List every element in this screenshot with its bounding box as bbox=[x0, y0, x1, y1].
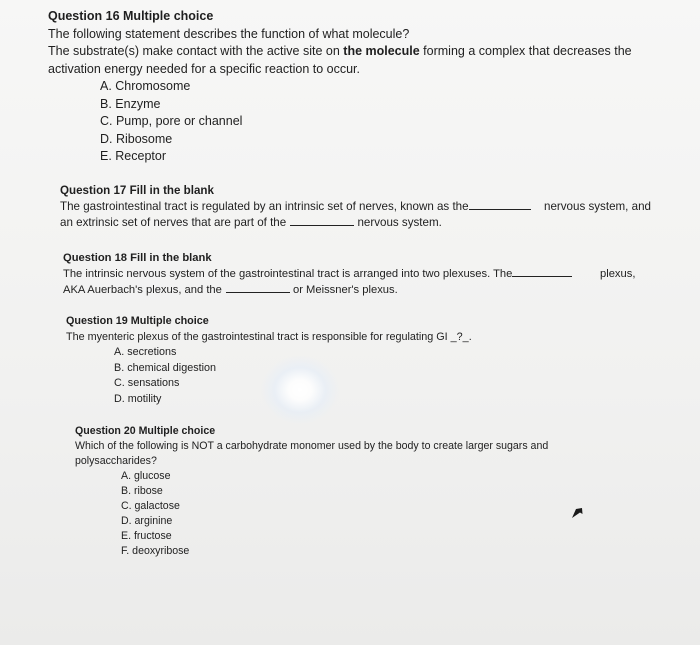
question-19-option-d[interactable]: D. motility bbox=[114, 392, 162, 405]
question-16 bbox=[48, 8, 688, 166]
question-17-line2 bbox=[60, 215, 680, 231]
question-16-option-a[interactable]: A. Chromosome bbox=[100, 79, 191, 93]
question-17-line1 bbox=[60, 199, 680, 215]
question-16-option-e[interactable]: E. Receptor bbox=[100, 149, 167, 163]
question-16-line3: activation energy needed for a specific reaction to occur. bbox=[48, 61, 360, 76]
question-20-title: Question 20 Multiple choice bbox=[75, 425, 216, 437]
question-19-option-c[interactable]: C. sensations bbox=[114, 377, 180, 389]
question-16-option-c[interactable]: C. Pump, pore or channel bbox=[100, 114, 243, 128]
question-16-line2-bold: the molecule bbox=[343, 44, 420, 58]
question-18-blank-2[interactable] bbox=[226, 291, 290, 293]
question-17-line1-end: nervous system, and bbox=[544, 200, 651, 213]
question-18-line2-end: or Meissner's plexus. bbox=[292, 284, 398, 296]
question-18-line1-text: The intrinsic nervous system of the gastrointestinal tract is arranged into two plexuses. The bbox=[63, 268, 513, 280]
question-18-title: Question 18 Fill in the blank bbox=[63, 252, 212, 264]
question-20-option-e[interactable]: E. fructose bbox=[121, 530, 172, 542]
question-16-line1: The following statement describes the function of what molecule? bbox=[48, 26, 410, 41]
mouse-cursor-icon bbox=[569, 505, 585, 521]
question-17-line2-end: nervous system. bbox=[357, 216, 442, 229]
question-16-option-b[interactable]: B. Enzyme bbox=[100, 96, 161, 111]
question-16-options bbox=[100, 78, 688, 166]
question-16-line2-a: The substrate(s) make contact with the active site on bbox=[48, 44, 344, 58]
question-19-options bbox=[114, 345, 626, 407]
question-18-line1 bbox=[63, 266, 683, 282]
question-17-blank-2[interactable] bbox=[290, 224, 354, 226]
question-17-line2-text: an extrinsic set of nerves that are part of the bbox=[60, 216, 287, 229]
question-18-line2-text: AKA Auerbach's plexus, and the bbox=[63, 284, 222, 296]
question-18-line1-end: plexus, bbox=[600, 268, 636, 280]
question-18-line2 bbox=[63, 282, 683, 298]
question-19-option-b[interactable]: B. chemical digestion bbox=[114, 361, 217, 374]
question-17-blank-1[interactable] bbox=[469, 208, 531, 210]
question-20-line2: polysaccharides? bbox=[75, 455, 157, 467]
question-17 bbox=[60, 183, 680, 231]
question-17-title: Question 17 Fill in the blank bbox=[60, 184, 214, 197]
question-20-line1: Which of the following is NOT a carbohydrate monomer used by the body to create larger sugars and bbox=[75, 440, 549, 452]
question-20-option-a[interactable]: A. glucose bbox=[121, 470, 171, 482]
question-20-options bbox=[121, 469, 635, 559]
question-16-title: Question 16 Multiple choice bbox=[48, 9, 214, 23]
question-17-line1-text: The gastrointestinal tract is regulated by an intrinsic set of nerves, known as the bbox=[60, 200, 469, 213]
question-18 bbox=[63, 250, 683, 298]
question-20-option-c[interactable]: C. galactose bbox=[121, 500, 180, 512]
question-19-option-a[interactable]: A. secretions bbox=[114, 346, 177, 358]
question-16-line2-c: forming a complex that decreases the bbox=[419, 44, 632, 58]
question-20 bbox=[75, 424, 635, 559]
question-18-blank-1[interactable] bbox=[512, 275, 572, 277]
question-20-option-f[interactable]: F. deoxyribose bbox=[121, 545, 190, 557]
question-19-line1: The myenteric plexus of the gastrointestinal tract is responsible for regulating GI _?_. bbox=[66, 330, 472, 343]
question-20-option-d[interactable]: D. arginine bbox=[121, 515, 173, 527]
question-16-option-d[interactable]: D. Ribosome bbox=[100, 131, 173, 146]
question-16-line2 bbox=[48, 43, 688, 61]
question-19-title: Question 19 Multiple choice bbox=[66, 315, 209, 327]
question-19 bbox=[66, 314, 626, 407]
question-20-option-b[interactable]: B. ribose bbox=[121, 485, 163, 497]
